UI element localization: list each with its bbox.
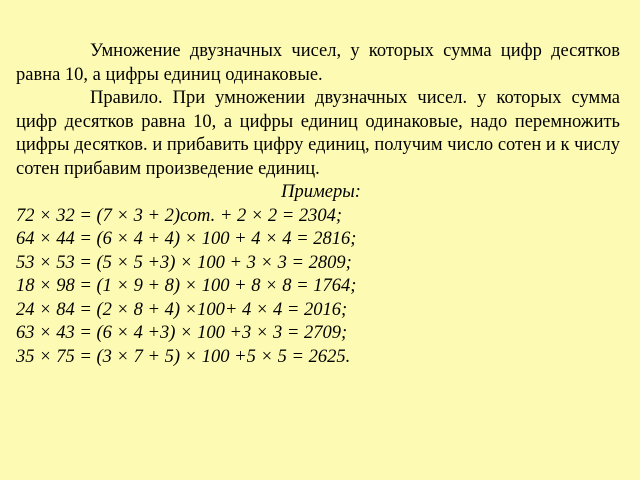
example-line-1: 72 × 32 = (7 × 3 + 2)сот. + 2 × 2 = 2304;	[16, 205, 343, 226]
example-line-7: 35 × 75 = (3 × 7 + 5) × 100 +5 × 5 = 2625.	[16, 346, 351, 367]
examples-list	[16, 205, 620, 370]
example-line-2: 64 × 44 = (6 × 4 + 4) × 100 + 4 × 4 = 2816;	[16, 229, 357, 249]
example-line-6: 63 × 43 = (6 × 4 +3) × 100 +3 × 3 = 2709;	[16, 323, 348, 343]
slide-content	[16, 40, 620, 369]
example-line-4: 18 × 98 = (1 × 9 + 8) × 100 + 8 × 8 = 1764;	[16, 276, 357, 296]
example-line-3: 53 × 53 = (5 × 5 +3) × 100 + 3 × 3 = 2809;	[16, 252, 352, 273]
rule-paragraph: Правило. При умножении двузначных чисел. у которых сумма цифр десятков равна 10, а цифры единиц одинаковые, надо перемножить цифры десятков. и прибавить цифру единиц, получим число сотен и к числу сотен прибавим произведение единиц.	[16, 88, 620, 179]
slide-title: Умножение двузначных чисел, у которых сумма цифр десятков равна 10, а цифры единиц одинаковые.	[16, 41, 620, 85]
example-line-5: 24 × 84 = (2 × 8 + 4) ×100+ 4 × 4 = 2016;	[16, 299, 348, 320]
examples-heading: Примеры:	[281, 182, 361, 202]
